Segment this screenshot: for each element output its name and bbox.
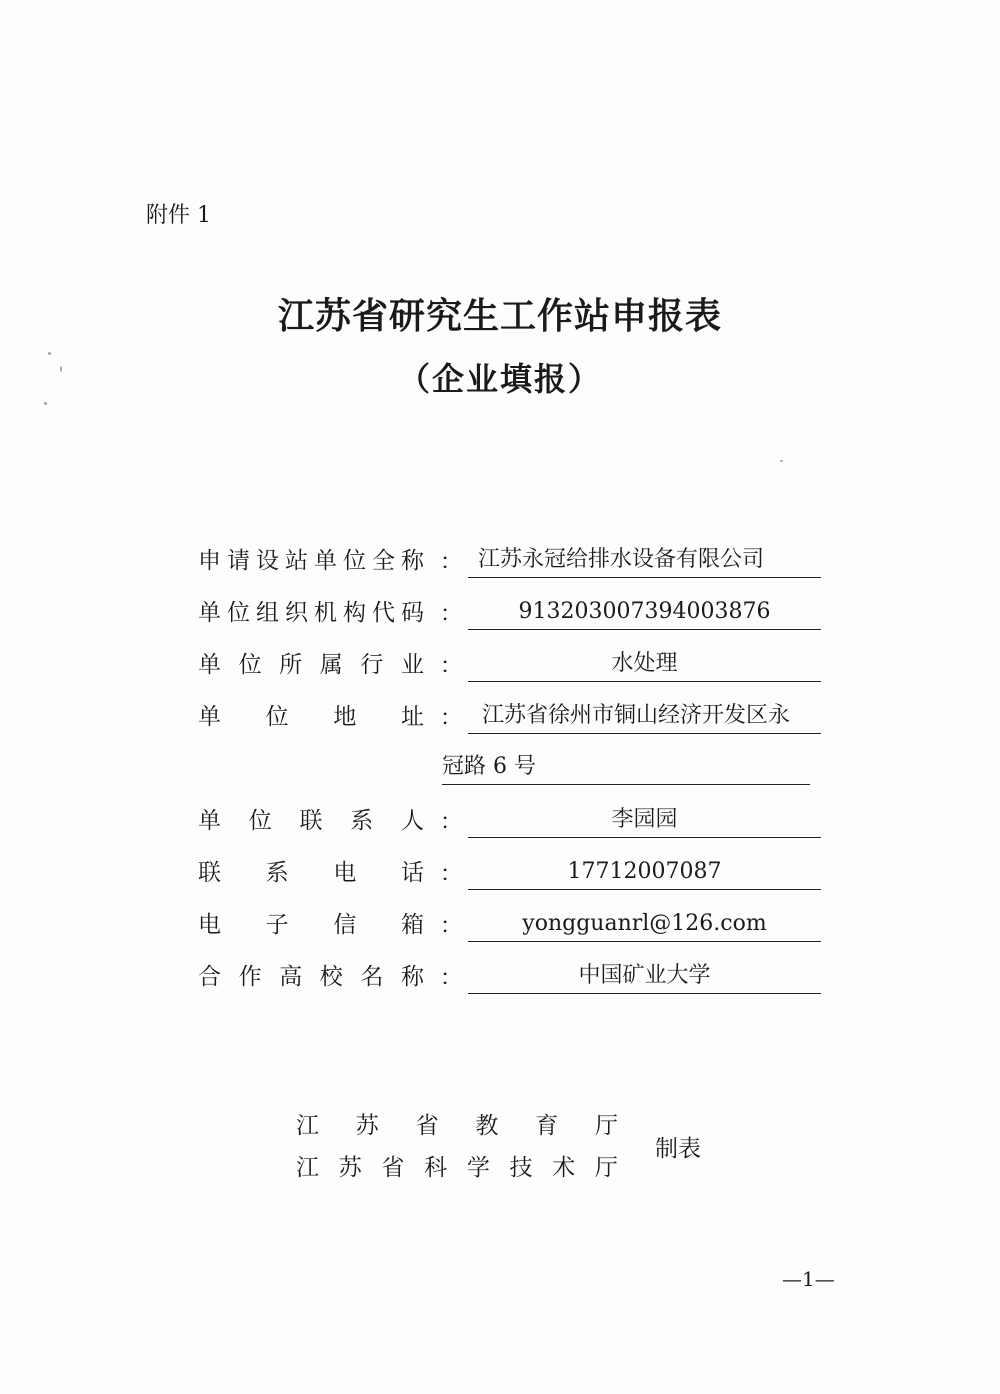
label-char: 合 (198, 964, 221, 990)
label-char: 联 (299, 808, 323, 834)
label-char: 单 (198, 808, 221, 834)
form-title: 江苏省研究生工作站申报表 (277, 295, 722, 337)
field-value: 江苏省徐州市铜山经济开发区永 (468, 699, 821, 734)
label-char: 名 (360, 964, 384, 990)
field-row-industry (0, 647, 1000, 687)
label-char: 设 (256, 548, 279, 574)
scan-speck (60, 366, 62, 372)
label-char: 位 (248, 808, 272, 834)
label-char: 称 (401, 548, 424, 574)
label-char: 苏 (338, 1155, 362, 1181)
field-colon: ： (440, 602, 463, 627)
field-label (198, 855, 424, 891)
label-char: 校 (319, 964, 343, 990)
label-char: 位 (227, 600, 250, 626)
field-colon: ： (440, 810, 463, 835)
field-value: 17712007087 (468, 855, 821, 890)
label-char: 所 (279, 652, 303, 678)
label-char: 子 (265, 912, 289, 938)
label-char: 站 (285, 548, 308, 574)
field-colon: ： (440, 966, 463, 991)
label-char: 位 (238, 652, 262, 678)
label-char: 学 (466, 1155, 490, 1181)
label-char: 称 (400, 964, 424, 990)
label-char: 构 (343, 600, 366, 626)
label-char: 地 (333, 704, 357, 730)
label-char: 厅 (594, 1113, 618, 1139)
label-char: 育 (535, 1113, 559, 1139)
field-row-address (0, 699, 1000, 739)
scan-speck (48, 352, 51, 355)
field-label (198, 647, 424, 683)
field-row-contact-person (0, 803, 1000, 843)
label-char: 属 (319, 652, 343, 678)
field-colon: ： (440, 706, 463, 731)
label-char: 请 (227, 548, 250, 574)
label-char: 省 (381, 1155, 405, 1181)
field-value: yongguanrl@126.com (468, 907, 821, 942)
field-label (198, 959, 424, 995)
field-value-address-continuation: 冠路 6 号 (442, 750, 810, 785)
label-char: 人 (401, 808, 424, 834)
label-char: 单 (314, 548, 337, 574)
label-char: 系 (350, 808, 374, 834)
field-label (198, 803, 424, 839)
label-char: 码 (401, 600, 424, 626)
label-char: 系 (265, 860, 289, 886)
label-char: 省 (415, 1113, 439, 1139)
label-char: 织 (285, 600, 308, 626)
field-label (198, 595, 424, 631)
label-char: 行 (360, 652, 384, 678)
label-char: 箱 (400, 912, 424, 938)
form-subtitle: （企业填报） (397, 360, 602, 398)
label-char: 高 (279, 964, 303, 990)
label-char: 苏 (355, 1113, 379, 1139)
field-label (198, 907, 424, 943)
label-char: 业 (400, 652, 424, 678)
field-row-phone (0, 855, 1000, 895)
label-char: 话 (400, 860, 424, 886)
label-char: 江 (296, 1155, 319, 1181)
field-label (198, 699, 424, 735)
field-colon: ： (440, 862, 463, 887)
page-number: —1— (782, 1267, 835, 1291)
label-char: 术 (552, 1155, 576, 1181)
label-char: 机 (314, 600, 337, 626)
field-row-email (0, 907, 1000, 947)
issuer-science-tech-dept (296, 1150, 618, 1186)
field-colon: ： (440, 654, 463, 679)
field-label (198, 543, 424, 579)
issuer-suffix: 制表 (655, 1136, 701, 1162)
scan-speck (44, 402, 47, 405)
label-char: 申 (198, 548, 221, 574)
label-char: 组 (256, 600, 279, 626)
label-char: 全 (372, 548, 395, 574)
label-char: 电 (198, 912, 221, 938)
field-colon: ： (440, 914, 463, 939)
label-char: 单 (198, 600, 221, 626)
field-row-org-code (0, 595, 1000, 635)
label-char: 联 (198, 860, 221, 886)
label-char: 电 (333, 860, 357, 886)
label-char: 江 (296, 1113, 319, 1139)
label-char: 教 (475, 1113, 499, 1139)
label-char: 科 (424, 1155, 448, 1181)
label-char: 作 (238, 964, 262, 990)
issuer-education-dept (296, 1108, 618, 1144)
field-value: 李园园 (468, 803, 821, 838)
label-char: 位 (265, 704, 289, 730)
field-value: 江苏永冠给排水设备有限公司 (468, 543, 821, 578)
label-char: 单 (198, 704, 221, 730)
attachment-label: 附件 1 (146, 203, 211, 228)
label-char: 信 (333, 912, 357, 938)
field-colon: ： (440, 550, 463, 575)
field-value: 水处理 (468, 647, 821, 682)
scan-speck (780, 460, 783, 462)
label-char: 位 (343, 548, 366, 574)
label-char: 址 (400, 704, 424, 730)
field-value: 913203007394003876 (468, 595, 821, 630)
label-char: 技 (509, 1155, 533, 1181)
field-value: 中国矿业大学 (468, 959, 821, 994)
label-char: 单 (198, 652, 221, 678)
label-char: 代 (372, 600, 395, 626)
field-row-unit-name (0, 543, 1000, 583)
label-char: 厅 (594, 1155, 618, 1181)
field-row-partner-university (0, 959, 1000, 999)
